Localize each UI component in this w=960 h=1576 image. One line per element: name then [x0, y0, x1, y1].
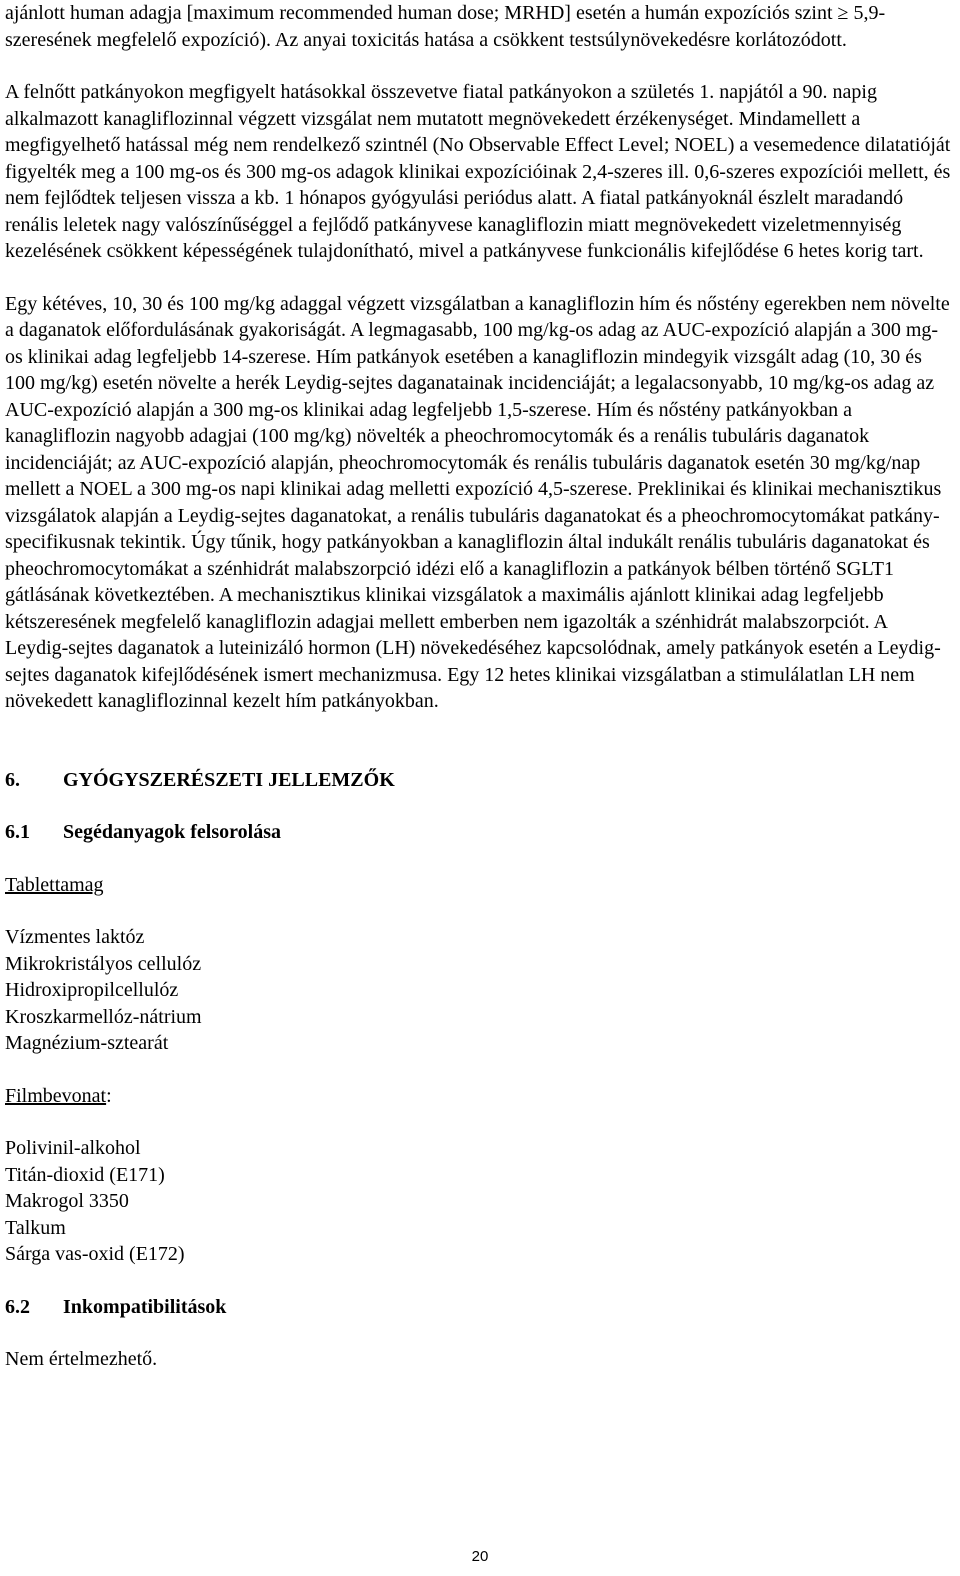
- tablet-core-heading: [5, 872, 955, 899]
- ingredient-item: Kroszkarmellóz-nátrium: [5, 1005, 202, 1028]
- subsection-title: Inkompatibilitások: [63, 1295, 227, 1318]
- ingredient-item: Mikrokristályos cellulóz: [5, 952, 202, 975]
- incompatibilities-text: Nem értelmezhető.: [5, 1348, 158, 1370]
- subsection-title: Segédanyagok felsorolása: [63, 821, 281, 843]
- ingredient-item: Hidroxipropilcellulóz: [5, 979, 179, 1001]
- tablet-core-ingredient-list: [5, 924, 955, 1057]
- paragraph-maternal-toxicity: ajánlott human adagja [maximum recommended human dose; MRHD] esetén a humán expozíciós szint ≥ 5,9-szeresének megfelelő expozíció). Az anyai toxicitás hatása a csökkent testsúlynövekedésre korlátozódott.: [5, 2, 886, 51]
- subsection-number: 6.1: [5, 821, 30, 843]
- subsection-heading-6-1: [5, 819, 955, 846]
- film-coating-heading-text: Filmbevonat: [5, 1084, 107, 1107]
- ingredient-item: Magnézium-sztearát: [5, 1032, 169, 1054]
- page-number: 20: [471, 1548, 489, 1565]
- ingredient-item: Sárga vas-oxid (E172): [5, 1243, 185, 1265]
- section-number: 6.: [5, 768, 20, 791]
- ingredient-item: Polivinil-alkohol: [5, 1137, 141, 1159]
- ingredient-item: Vízmentes laktóz: [5, 926, 145, 948]
- paragraph-juvenile-rats: A felnőtt patkányokon megfigyelt hatásokkal összevetve fiatal patkányokon a születés 1. napjától a 90. napig alkalmazott kanagliflozinnal végzett vizsgálat nem mutatott megnövekedett érzékenységet. Mindamellett a megfigyelhető hatással még nem rendelkező szintnél (No Observable Effect Level; NOEL) a vesemedence dilatatióját figyelték meg a 100 mg-os és 300 mg-os adagok klinikai expozícióinak 2,4-szeres ill. 0,6-szeres expozíciói mellett, és nem fejlődtek teljesen vissza a kb. 1 hónapos gyógyulási periódus alatt. A fiatal patkányoknál észlelt maradandó renális leletek nagy valószínűséggel a fejlődő patkányvese kanagliflozin miatt megnövekedett vizeletmennyiség kezelésének csökkent képességének tulajdonítható, mivel a patkányvese funkcionális kifejlődése 6 hetes korig tart.: [5, 81, 951, 262]
- ingredient-item: Titán-dioxid (E171): [5, 1163, 165, 1186]
- film-coating-heading: [5, 1083, 955, 1110]
- paragraph-carcinogenicity: Egy kétéves, 10, 30 és 100 mg/kg adaggal végzett vizsgálatban a kanagliflozin hím és nőstény egerekben nem növelte a daganatok előfordulásának gyakoriságát. A legmagasabb, 100 mg/kg-os adag az AUC-expozíció alapján a 300 mg-os klinikai adag legfeljebb 14-szerese. Hím patkányok esetében a kanagliflozin mindegyik vizsgált adag (10, 30 és 100 mg/kg) esetén növelte a herék Leydig-sejtes daganatainak incidenciáját; a legalacsonyabb, 10 mg/kg-os adag az AUC-expozíció alapján a 300 mg-os klinikai adag legfeljebb 1,5-szerese. Hím és nőstény patkányokban a kanagliflozin nagyobb adagjai (100 mg/kg) növelték a pheochromocytomák és a renális tubuláris daganatok incidenciáját; az AUC-expozíció alapján, pheochromocytomák és renális tubuláris daganatok esetén 30 mg/kg/nap mellett a NOEL a 300 mg-os napi klinikai adag melletti expozíció 4,5-szerese. Preklinikai és klinikai mechanisztikus vizsgálatok alapján a Leydig-sejtes daganatokat, a renális tubuláris daganatokat és a pheochromocytomákat patkány-specifikusnak tekintik. Úgy tűnik, hogy patkányokban a kanagliflozin által indukált renális tubuláris daganatokat és pheochromocytomákat a szénhidrát malabszorpció idézi elő a kanagliflozin a patkányok bélben történő SGLT1 gátlásának következtében. A mechanisztikus klinikai vizsgálatok a maximális ajánlott klinikai adag legfeljebb kétszeresének megfelelő kanagliflozin adagjai mellett emberben nem igazolták a szénhidrát malabszorpciót. A Leydig-sejtes daganatok a luteinizáló hormon (LH) növekedéséhez kapcsolódnak, amely patkányok esetén a Leydig-sejtes daganatok kifejlődésének ismert mechanizmusa. Egy 12 hetes klinikai vizsgálatban a stimulálatlan LH nem növekedett kanagliflozinnal kezelt hím patkányokban.: [5, 292, 950, 712]
- film-coating-ingredient-list: [5, 1135, 955, 1268]
- film-coating-heading-colon: :: [106, 1084, 112, 1107]
- document-page: [5, 0, 955, 1373]
- section-heading-6: [5, 767, 955, 794]
- subsection-heading-6-2: [5, 1294, 955, 1321]
- ingredient-item: Makrogol 3350: [5, 1190, 129, 1212]
- section-title: GYÓGYSZERÉSZETI JELLEMZŐK: [63, 768, 395, 791]
- tablet-core-heading-text: Tablettamag: [5, 873, 104, 896]
- ingredient-item: Talkum: [5, 1216, 66, 1239]
- subsection-number: 6.2: [5, 1295, 30, 1318]
